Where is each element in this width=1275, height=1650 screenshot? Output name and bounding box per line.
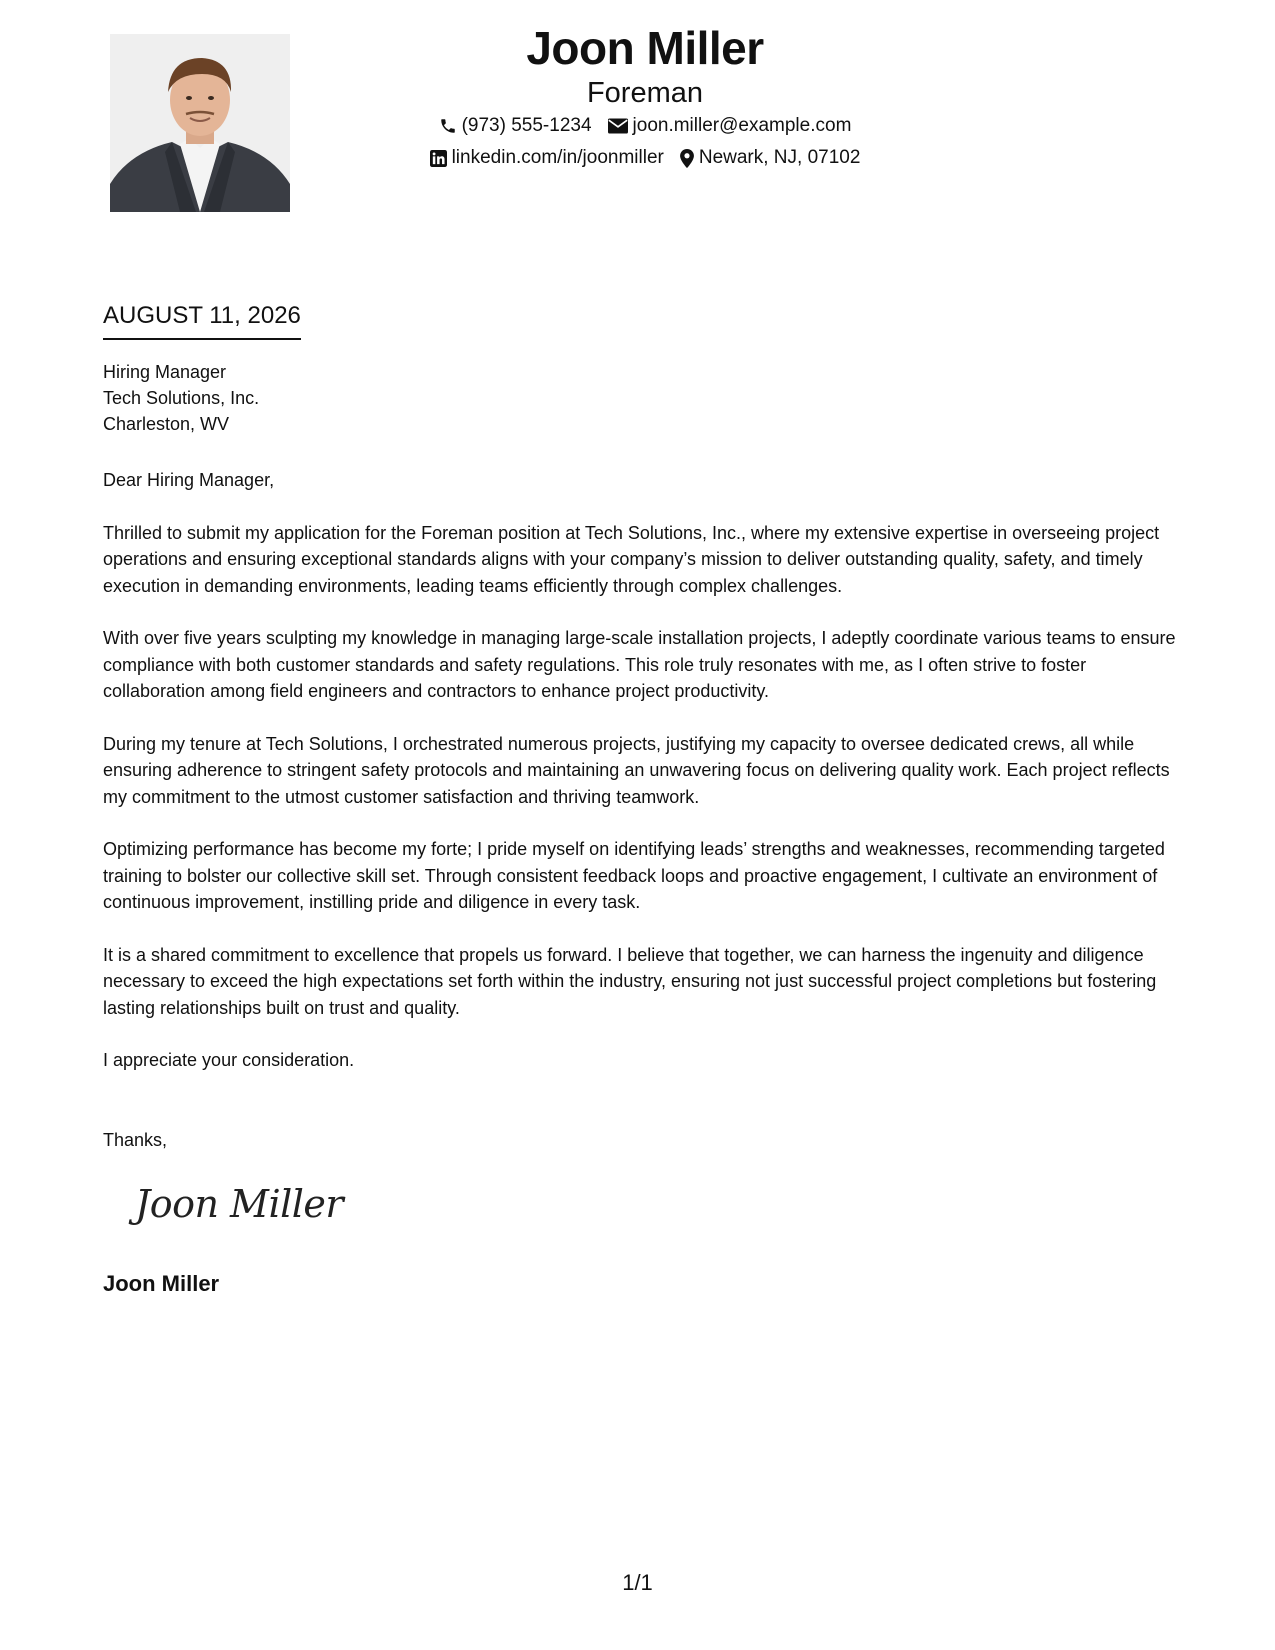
recipient-block xyxy=(103,359,259,437)
handwritten-signature: Joon Miller xyxy=(135,1182,344,1226)
envelope-icon xyxy=(608,118,628,134)
body-paragraph-2: With over five years sculpting my knowledge in managing large-scale installation projects, I adeptly coordinate various teams to ensure compliance with both customer standards and safety regulations. This role truly resonates with me, as I often strive to foster collaboration among field engineers and contractors to enhance project productivity. xyxy=(103,628,1176,701)
location-text: Newark, NJ, 07102 xyxy=(698,147,861,168)
person-portrait-image xyxy=(110,34,290,212)
body-paragraph-4: Optimizing performance has become my forte; I pride myself on identifying leads’ strengths and weaknesses, recommending targeted training to bolster our collective skill set. Through consistent feedback loops and proactive engagement, I cultivate an environment of continuous improvement, instilling pride and diligence in every task. xyxy=(103,839,1165,912)
map-pin-icon xyxy=(680,149,694,168)
recipient-title: Hiring Manager xyxy=(103,362,227,382)
body-paragraph-5: It is a shared commitment to excellence that propels us forward. I believe that together, we can harness the ingenuity and diligence necessary to exceed the high expectations set forth within the industry, ensuring not just successful project completions but fostering lasting relationships built on trust and quality. xyxy=(103,944,1157,1018)
body-paragraph-1: Thrilled to submit my application for the Foreman position at Tech Solutions, Inc., where my extensive expertise in overseeing project operations and ensuring exceptional standards aligns with your company’s mission to deliver outstanding quality, safety, and timely execution in demanding environments, leading teams efficiently through complex challenges. xyxy=(103,522,1160,596)
contact-phone xyxy=(439,110,592,142)
email-address: joon.miller@example.com xyxy=(632,115,852,136)
phone-icon xyxy=(439,117,457,135)
contact-email xyxy=(608,110,852,142)
letter-date: AUGUST 11, 2026 xyxy=(103,302,301,340)
linkedin-url: linkedin.com/in/joonmiller xyxy=(451,147,664,168)
candidate-name: Joon Miller xyxy=(526,22,764,74)
profile-photo xyxy=(110,34,290,212)
letter-body xyxy=(103,467,1178,1100)
contact-linkedin xyxy=(430,142,664,174)
letter-header xyxy=(300,20,990,174)
page-number: 1/1 xyxy=(622,1570,653,1595)
linkedin-icon xyxy=(430,150,447,167)
signer-name: Joon Miller xyxy=(103,1271,220,1296)
recipient-location: Charleston, WV xyxy=(103,414,230,434)
body-paragraph-3: During my tenure at Tech Solutions, I orchestrated numerous projects, justifying my capacity to oversee dedicated crews, all while ensuring adherence to stringent safety protocols and maintaining an unwavering focus on delivering quality work. Each project reflects my commitment to the utmost customer satisfaction and thriving teamwork. xyxy=(103,733,1170,807)
contact-row-secondary xyxy=(300,142,990,174)
recipient-company: Tech Solutions, Inc. xyxy=(103,388,260,408)
salutation: Dear Hiring Manager, xyxy=(103,470,275,490)
closing-line: Thanks, xyxy=(103,1130,168,1150)
phone-number: (973) 555-1234 xyxy=(461,115,592,136)
job-title: Foreman xyxy=(586,77,704,109)
body-paragraph-6: I appreciate your consideration. xyxy=(103,1050,355,1070)
contact-row-primary xyxy=(300,110,990,142)
contact-location xyxy=(680,142,861,174)
